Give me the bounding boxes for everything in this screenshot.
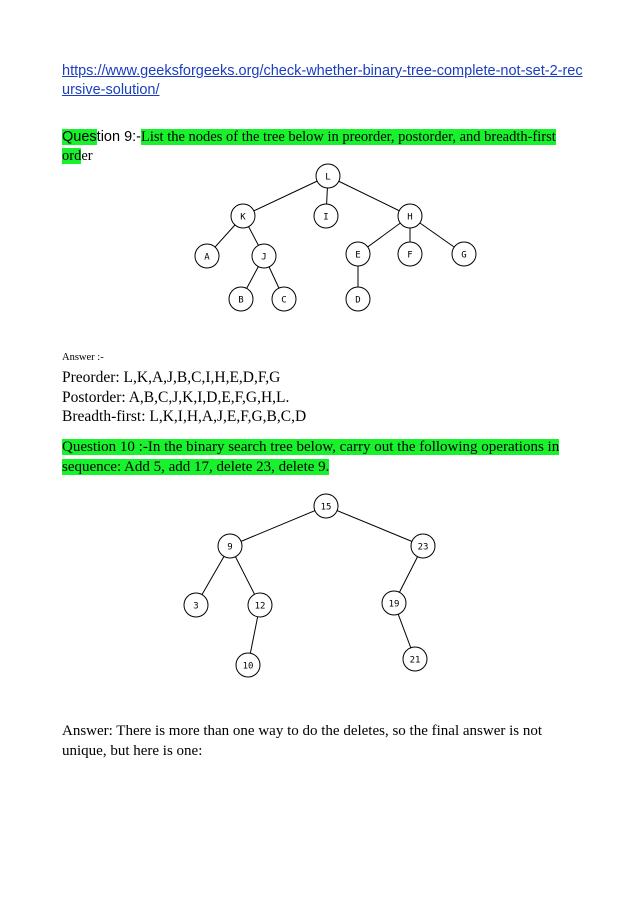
node-label-a: A — [204, 252, 210, 263]
node-label-12: 12 — [254, 601, 266, 612]
question-9-text: List the nodes of the tree below in preorder, postorder, and breadth-first — [141, 129, 556, 145]
postorder-line: Postorder: A,B,C,J,K,I,D,E,F,G,H,L. — [62, 388, 290, 406]
question-9-label-end: tion 9:- — [96, 129, 142, 145]
node-label-l: L — [325, 172, 331, 183]
edge-15-23 — [326, 506, 423, 546]
node-label-k: K — [240, 212, 246, 223]
node-label-f: F — [407, 250, 413, 261]
answer-10: Answer: There is more than one way to do the deletes, so the final answer is not unique, but here is one: — [62, 723, 543, 759]
answer-9-label: Answer :- — [62, 352, 104, 363]
breadth-first-line: Breadth-first: L,K,I,H,A,J,E,F,G,B,C,D — [62, 408, 307, 425]
node-label-b: B — [238, 295, 244, 306]
node-label-10: 10 — [242, 661, 254, 672]
question-9-label-start: Ques — [62, 129, 97, 145]
node-label-15: 15 — [320, 502, 332, 513]
preorder-line: Preorder: L,K,A,J,B,C,I,H,E,D,F,G — [62, 369, 281, 386]
reference-link[interactable]: https://www.geeksforgeeks.org/check-whether-binary-tree-complete-not-set-2-recursive-solution/ — [62, 63, 583, 98]
node-label-c: C — [281, 295, 287, 306]
node-label-23: 23 — [417, 542, 429, 553]
question-10-text: Question 10 :-In the binary search tree below, carry out the following operations in sequence: Add 5, add 17, delete 23, delete 9. — [62, 439, 560, 475]
node-label-i: I — [323, 212, 329, 223]
node-label-3: 3 — [193, 601, 199, 612]
edge-15-9 — [230, 506, 326, 546]
node-label-21: 21 — [409, 655, 421, 666]
node-label-j: J — [261, 252, 267, 263]
question-9-text-wrap: er — [81, 148, 93, 164]
node-label-19: 19 — [388, 599, 400, 610]
node-label-h: H — [407, 212, 413, 223]
node-label-d: D — [355, 295, 361, 306]
node-label-g: G — [461, 250, 467, 261]
node-label-e: E — [355, 250, 361, 261]
question-9-text-wrap-highlight: ord — [62, 148, 82, 164]
node-label-9: 9 — [227, 542, 233, 553]
